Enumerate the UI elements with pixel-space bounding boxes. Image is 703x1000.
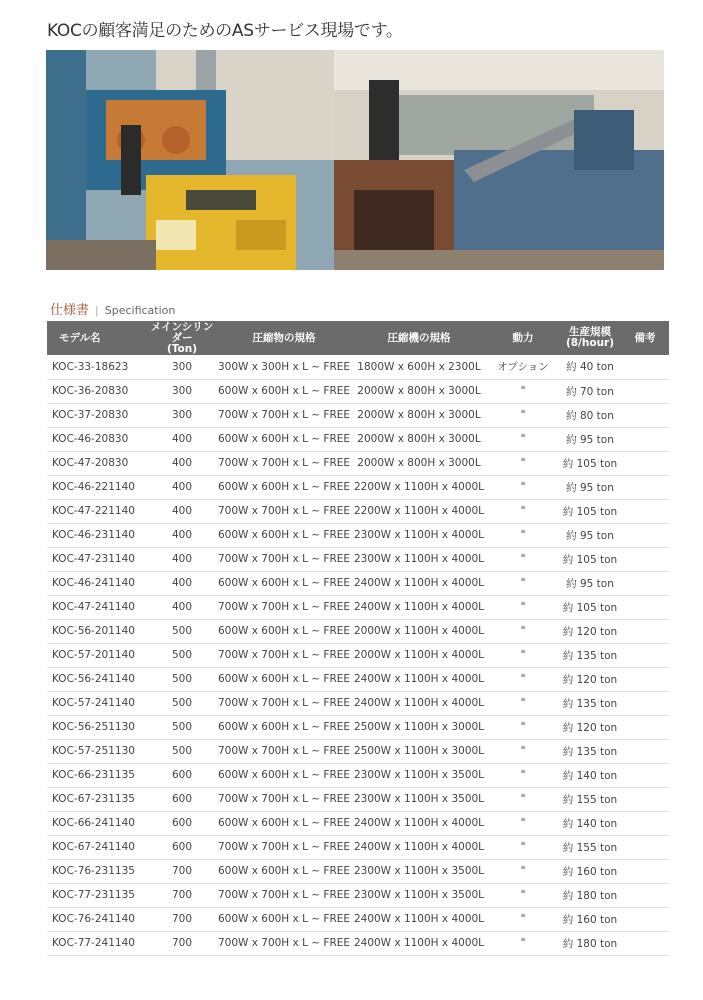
machine-photo-illustration	[46, 50, 334, 270]
cell-model: KOC-56-241140	[52, 673, 135, 685]
cell-model: KOC-47-20830	[52, 457, 129, 469]
cell-machine-size: 2000W x 800H x 3000L	[357, 433, 481, 445]
cell-power: "	[520, 577, 526, 589]
cell-power: "	[520, 865, 526, 877]
header-production-l1: 生産規模	[569, 326, 611, 338]
cell-remarks	[621, 523, 669, 547]
table-row	[47, 403, 669, 427]
cell-model: KOC-47-241140	[52, 601, 135, 613]
cell-remarks	[621, 619, 669, 643]
cell-bale-size: 700W x 700H x L ~ FREE	[217, 505, 351, 517]
cell-cylinder: 700	[171, 865, 193, 877]
cell-cylinder: 400	[171, 577, 193, 589]
cell-bale-size: 600W x 600H x L ~ FREE	[217, 817, 351, 829]
cell-production: 約 120 ton	[562, 673, 618, 686]
table-row	[47, 499, 669, 523]
header-remarks: 備考	[634, 331, 656, 344]
cell-remarks	[621, 499, 669, 523]
table-row	[47, 571, 669, 595]
cell-production: 約 135 ton	[562, 649, 618, 662]
cell-model: KOC-57-201140	[52, 649, 135, 661]
cell-production: 約 105 ton	[562, 457, 618, 470]
cell-power: "	[520, 481, 526, 493]
cell-power: "	[520, 697, 526, 709]
cell-power: "	[520, 409, 526, 421]
cell-model: KOC-56-251130	[52, 721, 135, 733]
table-row	[47, 427, 669, 451]
cell-power: "	[520, 673, 526, 685]
cell-power: "	[520, 385, 526, 397]
cell-machine-size: 2300W x 1100H x 3500L	[353, 865, 485, 877]
cell-production: 約 40 ton	[566, 361, 614, 374]
table-row	[47, 835, 669, 859]
cell-remarks	[621, 595, 669, 619]
table-row	[47, 595, 669, 619]
cell-bale-size: 700W x 700H x L ~ FREE	[217, 649, 351, 661]
cell-machine-size: 1800W x 600H x 2300L	[357, 360, 481, 373]
header-power: 動力	[512, 331, 534, 344]
cell-cylinder: 400	[171, 553, 193, 565]
cell-model: KOC-77-241140	[52, 937, 135, 949]
cell-cylinder: 600	[171, 793, 193, 805]
cell-cylinder: 500	[171, 625, 193, 637]
cell-bale-size: 700W x 700H x L ~ FREE	[217, 409, 351, 421]
cell-remarks	[621, 571, 669, 595]
cell-power: オプション	[497, 361, 549, 374]
cell-power: "	[520, 913, 526, 925]
cell-remarks	[621, 763, 669, 787]
cell-power: "	[520, 601, 526, 613]
cell-production: 約 135 ton	[562, 697, 618, 710]
cell-cylinder: 500	[171, 697, 193, 709]
cell-remarks	[621, 859, 669, 883]
cell-production: 約 140 ton	[562, 817, 618, 830]
spec-title-separator: |	[95, 304, 99, 317]
cell-machine-size: 2400W x 1100H x 4000L	[353, 817, 485, 829]
page-headline: KOCの顧客満足のためのASサービス現場です。	[47, 21, 403, 41]
cell-remarks	[621, 427, 669, 451]
cell-power: "	[520, 817, 526, 829]
cell-power: "	[520, 769, 526, 781]
cell-cylinder: 400	[171, 529, 193, 541]
cell-machine-size: 2300W x 1100H x 3500L	[353, 889, 485, 901]
cell-machine-size: 2000W x 800H x 3000L	[357, 385, 481, 397]
cell-bale-size: 600W x 600H x L ~ FREE	[217, 769, 351, 781]
cell-bale-size: 700W x 700H x L ~ FREE	[217, 793, 351, 805]
cell-cylinder: 400	[171, 481, 193, 493]
cell-model: KOC-56-201140	[52, 625, 135, 637]
cell-model: KOC-36-20830	[52, 385, 129, 397]
cell-bale-size: 700W x 700H x L ~ FREE	[217, 841, 351, 853]
cell-bale-size: 700W x 700H x L ~ FREE	[217, 937, 351, 949]
cell-power: "	[520, 529, 526, 541]
cell-production: 約 95 ton	[566, 577, 614, 590]
service-photos	[46, 50, 664, 270]
cell-model: KOC-33-18623	[52, 360, 129, 373]
cell-model: KOC-46-231140	[52, 529, 135, 541]
cell-production: 約 95 ton	[566, 481, 614, 494]
cell-cylinder: 700	[171, 937, 193, 949]
table-body	[47, 355, 669, 955]
cell-bale-size: 700W x 700H x L ~ FREE	[217, 745, 351, 757]
cell-bale-size: 700W x 700H x L ~ FREE	[217, 889, 351, 901]
cell-model: KOC-37-20830	[52, 409, 129, 421]
cell-power: "	[520, 553, 526, 565]
cell-remarks	[621, 835, 669, 859]
cell-machine-size: 2400W x 1100H x 4000L	[353, 841, 485, 853]
header-main-cylinder	[147, 321, 217, 355]
cell-cylinder: 300	[171, 360, 193, 373]
cell-production: 約 155 ton	[562, 793, 618, 806]
cell-power: "	[520, 721, 526, 733]
specification-title	[50, 299, 175, 318]
cell-bale-size: 300W x 300H x L ~ FREE	[217, 360, 351, 373]
cell-cylinder: 700	[171, 889, 193, 901]
cell-production: 約 140 ton	[562, 769, 618, 782]
header-bale-size: 圧縮物の規格	[252, 331, 316, 344]
cell-power: "	[520, 649, 526, 661]
table-row	[47, 475, 669, 499]
header-machine-size: 圧縮機の規格	[387, 331, 451, 344]
cell-model: KOC-76-231135	[52, 865, 135, 877]
cell-cylinder: 500	[171, 745, 193, 757]
table-row	[47, 907, 669, 931]
cell-remarks	[621, 931, 669, 955]
cell-remarks	[621, 475, 669, 499]
cell-power: "	[520, 457, 526, 469]
table-row	[47, 883, 669, 907]
table-row	[47, 739, 669, 763]
cell-remarks	[621, 787, 669, 811]
cell-model: KOC-66-231135	[52, 769, 135, 781]
cell-power: "	[520, 745, 526, 757]
table-row	[47, 811, 669, 835]
cell-bale-size: 700W x 700H x L ~ FREE	[217, 553, 351, 565]
cell-production: 約 95 ton	[566, 433, 614, 446]
cell-power: "	[520, 889, 526, 901]
cell-machine-size: 2000W x 1100H x 4000L	[353, 649, 485, 661]
cell-production: 約 120 ton	[562, 721, 618, 734]
cell-machine-size: 2300W x 1100H x 3500L	[353, 769, 485, 781]
cell-bale-size: 600W x 600H x L ~ FREE	[217, 625, 351, 637]
cell-remarks	[621, 547, 669, 571]
cell-machine-size: 2400W x 1100H x 4000L	[353, 577, 485, 589]
cell-machine-size: 2400W x 1100H x 4000L	[353, 673, 485, 685]
cell-cylinder: 500	[171, 673, 193, 685]
table-header-row	[47, 321, 669, 355]
cell-cylinder: 300	[171, 409, 193, 421]
cell-power: "	[520, 505, 526, 517]
cell-machine-size: 2300W x 1100H x 4000L	[353, 553, 485, 565]
table-row	[47, 619, 669, 643]
cell-machine-size: 2400W x 1100H x 4000L	[353, 913, 485, 925]
cell-power: "	[520, 841, 526, 853]
table-row	[47, 859, 669, 883]
cell-production: 約 120 ton	[562, 625, 618, 638]
header-main-cylinder-l2: (Ton)	[166, 342, 198, 355]
cell-production: 約 105 ton	[562, 553, 618, 566]
cell-machine-size: 2400W x 1100H x 4000L	[353, 937, 485, 949]
cell-machine-size: 2400W x 1100H x 4000L	[353, 697, 485, 709]
service-photo-machine	[46, 50, 334, 270]
cell-bale-size: 700W x 700H x L ~ FREE	[217, 697, 351, 709]
table-row	[47, 451, 669, 475]
cell-production: 約 105 ton	[562, 601, 618, 614]
spec-title-en: Specification	[104, 304, 176, 317]
cell-model: KOC-47-221140	[52, 505, 135, 517]
cell-machine-size: 2300W x 1100H x 4000L	[353, 529, 485, 541]
cell-model: KOC-47-231140	[52, 553, 135, 565]
baler-photo-illustration	[334, 50, 664, 270]
cell-cylinder: 500	[171, 721, 193, 733]
cell-remarks	[621, 643, 669, 667]
cell-remarks	[621, 715, 669, 739]
cell-cylinder: 400	[171, 505, 193, 517]
cell-cylinder: 400	[171, 433, 193, 445]
table-row	[47, 715, 669, 739]
cell-production: 約 160 ton	[562, 913, 618, 926]
table-row	[47, 931, 669, 955]
cell-bale-size: 600W x 600H x L ~ FREE	[217, 673, 351, 685]
cell-machine-size: 2300W x 1100H x 3500L	[353, 793, 485, 805]
specification-table	[47, 321, 669, 956]
cell-power: "	[520, 625, 526, 637]
table-row	[47, 355, 669, 379]
cell-bale-size: 600W x 600H x L ~ FREE	[217, 481, 351, 493]
cell-model: KOC-67-241140	[52, 841, 135, 853]
cell-machine-size: 2500W x 1100H x 3000L	[353, 721, 485, 733]
cell-bale-size: 700W x 700H x L ~ FREE	[217, 457, 351, 469]
cell-machine-size: 2000W x 800H x 3000L	[357, 409, 481, 421]
cell-power: "	[520, 793, 526, 805]
cell-bale-size: 600W x 600H x L ~ FREE	[217, 913, 351, 925]
cell-production: 約 135 ton	[562, 745, 618, 758]
cell-cylinder: 600	[171, 817, 193, 829]
cell-cylinder: 300	[171, 385, 193, 397]
cell-machine-size: 2500W x 1100H x 3000L	[353, 745, 485, 757]
cell-machine-size: 2200W x 1100H x 4000L	[353, 505, 485, 517]
cell-production: 約 155 ton	[562, 841, 618, 854]
cell-machine-size: 2200W x 1100H x 4000L	[353, 481, 485, 493]
cell-bale-size: 700W x 700H x L ~ FREE	[217, 601, 351, 613]
cell-model: KOC-57-251130	[52, 745, 135, 757]
header-model: モデル名	[59, 331, 101, 344]
table-row	[47, 763, 669, 787]
cell-bale-size: 600W x 600H x L ~ FREE	[217, 529, 351, 541]
cell-remarks	[621, 811, 669, 835]
table-row	[47, 643, 669, 667]
cell-remarks	[621, 691, 669, 715]
cell-cylinder: 500	[171, 649, 193, 661]
cell-machine-size: 2000W x 800H x 3000L	[357, 457, 481, 469]
cell-production: 約 80 ton	[566, 409, 614, 422]
cell-model: KOC-57-241140	[52, 697, 135, 709]
table-row	[47, 379, 669, 403]
cell-cylinder: 600	[171, 769, 193, 781]
cell-remarks	[621, 883, 669, 907]
cell-bale-size: 600W x 600H x L ~ FREE	[217, 577, 351, 589]
table-row	[47, 547, 669, 571]
cell-remarks	[621, 907, 669, 931]
cell-production: 約 105 ton	[562, 505, 618, 518]
service-photo-baler	[334, 50, 664, 270]
cell-cylinder: 400	[171, 601, 193, 613]
cell-model: KOC-46-20830	[52, 433, 129, 445]
cell-model: KOC-77-231135	[52, 889, 135, 901]
cell-model: KOC-46-241140	[52, 577, 135, 589]
cell-remarks	[621, 667, 669, 691]
cell-bale-size: 600W x 600H x L ~ FREE	[217, 865, 351, 877]
cell-production: 約 180 ton	[562, 937, 618, 950]
table-row	[47, 667, 669, 691]
cell-production: 約 180 ton	[562, 889, 618, 902]
cell-bale-size: 600W x 600H x L ~ FREE	[217, 721, 351, 733]
cell-remarks	[621, 355, 669, 379]
cell-model: KOC-66-241140	[52, 817, 135, 829]
table-row	[47, 787, 669, 811]
cell-model: KOC-46-221140	[52, 481, 135, 493]
header-production	[559, 321, 621, 355]
cell-machine-size: 2400W x 1100H x 4000L	[353, 601, 485, 613]
cell-power: "	[520, 937, 526, 949]
spec-title-jp: 仕様書	[50, 303, 90, 318]
cell-production: 約 70 ton	[566, 385, 614, 398]
cell-machine-size: 2000W x 1100H x 4000L	[353, 625, 485, 637]
cell-cylinder: 400	[171, 457, 193, 469]
cell-cylinder: 700	[171, 913, 193, 925]
table-row	[47, 523, 669, 547]
cell-production: 約 95 ton	[566, 529, 614, 542]
cell-production: 約 160 ton	[562, 865, 618, 878]
cell-remarks	[621, 739, 669, 763]
cell-remarks	[621, 403, 669, 427]
cell-cylinder: 600	[171, 841, 193, 853]
cell-bale-size: 600W x 600H x L ~ FREE	[217, 385, 351, 397]
cell-model: KOC-67-231135	[52, 793, 135, 805]
header-production-l2: (8/hour)	[565, 337, 615, 349]
cell-bale-size: 600W x 600H x L ~ FREE	[217, 433, 351, 445]
header-main-cylinder-l1: メインシリンダー	[150, 320, 214, 344]
cell-remarks	[621, 379, 669, 403]
cell-model: KOC-76-241140	[52, 913, 135, 925]
cell-power: "	[520, 433, 526, 445]
table-row	[47, 691, 669, 715]
cell-remarks	[621, 451, 669, 475]
